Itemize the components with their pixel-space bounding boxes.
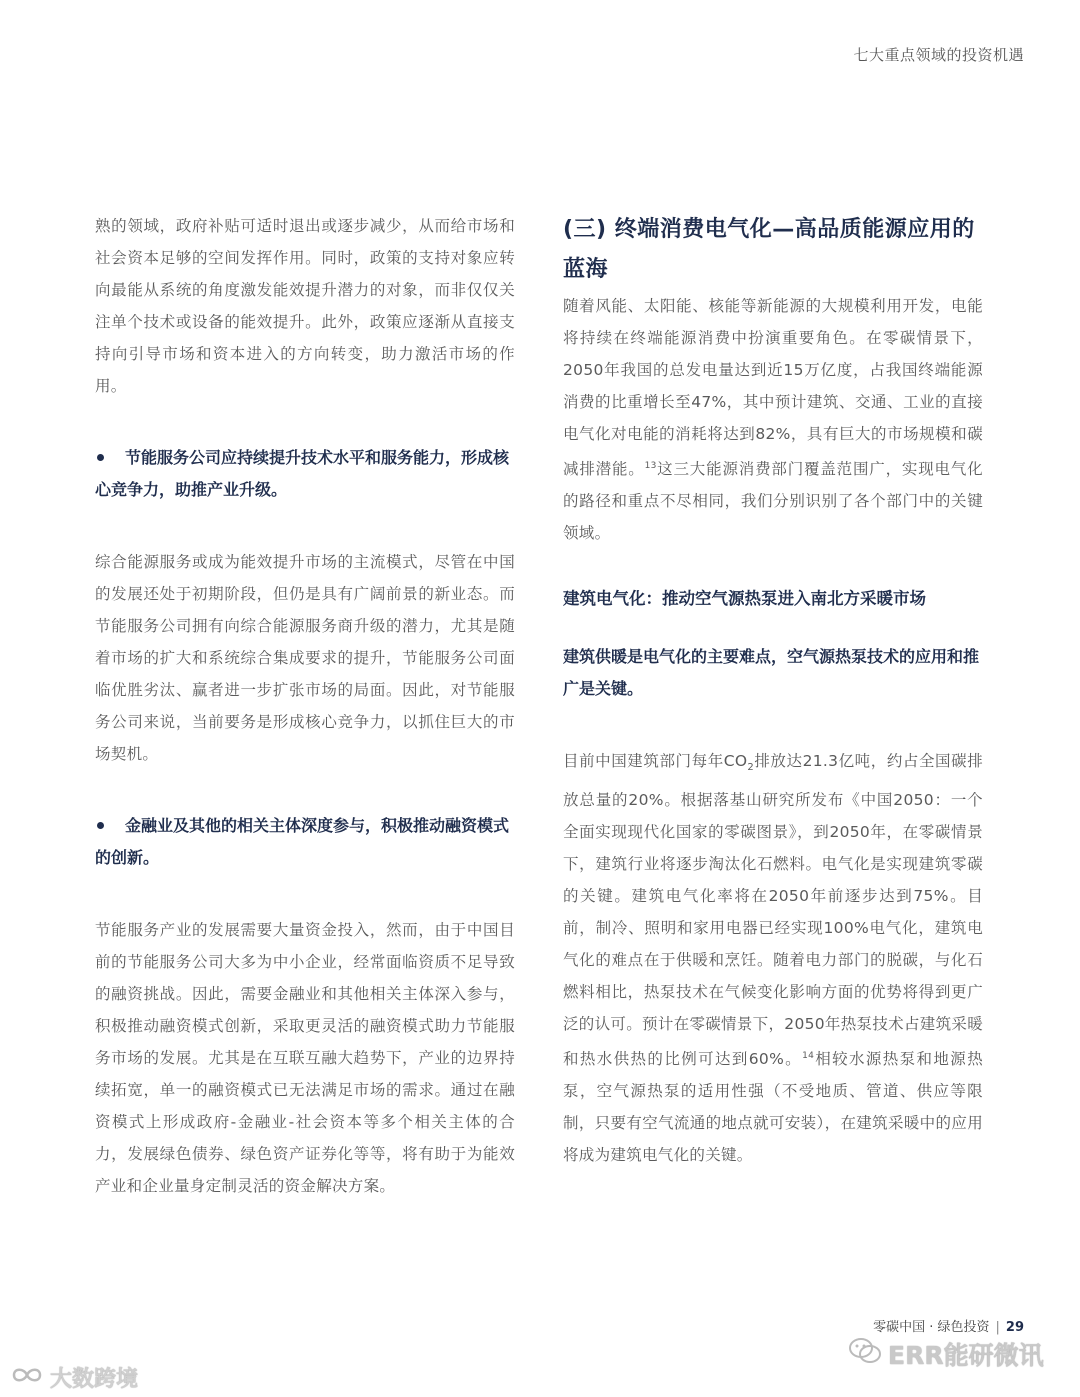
subsection-heading: 建筑电气化：推动空气源热泵进入南北方采暖市场 <box>563 589 926 609</box>
sub-subsection-heading: 建筑供暖是电气化的主要难点，空气源热泵技术的应用和推广是关键。 <box>563 647 980 699</box>
watermark-right-text: ERR能研微讯 <box>888 1341 1044 1370</box>
watermark-left-text: 大数跨境 <box>50 1367 139 1392</box>
right-paragraph-1-tail: 这三大能源消费部门覆盖范围广，实现电气化的路径和重点不尽相同，我们分别识别了各个部门中的关键领域。 <box>563 460 983 543</box>
right-paragraph-2-a: 目前中国建筑部门每年CO <box>563 752 748 771</box>
page-number: 29 <box>1005 1320 1024 1335</box>
right-paragraph-1-text: 随着风能、太阳能、核能等新能源的大规模利用开发，电能将持续在终端能源消费中扮演重要角色。在零碳情景下，2050年我国的总发电量达到近15万亿度，占我国终端能源消费的比重增长至47%，其中预计建筑、交通、工业的直接电气化对电能的消耗将达到82%，具有巨大的市场规模和碳减排潜能。 <box>563 297 983 479</box>
publication-name: 零碳中国 · 绿色投资 <box>873 1320 990 1335</box>
right-paragraph-2 <box>563 745 983 1171</box>
left-paragraph-1: 熟的领域，政府补贴可适时退出或逐步减少，从而给市场和社会资本足够的空间发挥作用。同时，政策的支持对象应转向最能从系统的角度激发能效提升潜力的对象，而非仅仅关注单个技术或设备的能效提升。此外，政策应逐渐从直接支持向引导市场和资本进入的方向转变，助力激活市场的作用。 <box>95 217 515 395</box>
infinity-logo-icon <box>10 1364 44 1392</box>
bullet-dot-icon <box>97 822 104 829</box>
left-column <box>95 210 515 1202</box>
watermark-right <box>848 1336 1044 1372</box>
right-paragraph-1 <box>563 290 983 549</box>
footnote-ref-14: 14 <box>802 1051 815 1062</box>
left-paragraph-2: 综合能源服务或成为能效提升市场的主流模式，尽管在中国的发展还处于初期阶段，但仍是具有广阔前景的新业态。而节能服务公司拥有向综合能源服务商升级的潜力，尤其是随着市场的扩大和系统综合集成要求的提升，节能服务公司面临优胜劣汰、赢者进一步扩张市场的局面。因此，对节能服务公司来说，当前要务是形成核心竞争力，以抓住巨大的市场契机。 <box>95 553 515 763</box>
footnote-ref-13: 13 <box>644 461 657 471</box>
co2-subscript: 2 <box>747 762 755 774</box>
bullet-heading-1-text: 节能服务公司应持续提升技术水平和服务能力，形成核心竞争力，助推产业升级。 <box>95 448 510 499</box>
left-paragraph-3: 节能服务产业的发展需要大量资金投入，然而，由于中国目前的节能服务公司大多为中小企业，经常面临资质不足导致的融资挑战。因此，需要金融业和其他相关主体深入参与，积极推动融资模式创新，采取更灵活的融资模式助力节能服务市场的发展。尤其是在互联互融大趋势下，产业的边界持续拓宽，单一的融资模式已无法满足市场的需求。通过在融资模式上形成政府-金融业-社会资本等多个相关主体的合力，发展绿色债券、绿色资产证券化等等，将有助于为能效产业和企业量身定制灵活的资金解决方案。 <box>95 921 515 1195</box>
bullet-heading-1 <box>95 442 515 506</box>
running-header-title: 七大重点领域的投资机遇 <box>853 46 1024 64</box>
wechat-icon <box>848 1337 882 1371</box>
footer-separator: | <box>995 1320 1000 1335</box>
right-paragraph-2-c: 相较水源热泵和地源热泵，空气源热泵的适用性强（不受地质、管道、供应等限制，只要有空气流通的地点就可安装），在建筑采暖中的应用将成为建筑电气化的关键。 <box>563 1050 983 1165</box>
bullet-heading-2 <box>95 810 515 874</box>
watermark-left <box>10 1362 138 1393</box>
right-column <box>563 210 983 1171</box>
page-footer <box>873 1316 1024 1335</box>
section-title: (三) 终端消费电气化—高品质能源应用的蓝海 <box>563 217 975 282</box>
right-paragraph-2-b: 排放达21.3亿吨，约占全国碳排放总量的20%。根据落基山研究所发布《中国2050：一个全面实现现代化国家的零碳图景》，到2050年，在零碳情景下，建筑行业将逐步淘汰化石燃料。电气化是实现建筑零碳的关键。建筑电气化率将在2050年前逐步达到75%。目前，制冷、照明和家用电器已经实现100%电气化，建筑电气化的难点在于供暖和烹饪。随着电力部门的脱碳，与化石燃料相比，热泵技术在气候变化影响方面的优势将得到更广泛的认可。预计在零碳情景下，2050年热泵技术占建筑采暖和热水供热的比例可达到60%。 <box>563 752 984 1069</box>
bullet-heading-2-text: 金融业及其他的相关主体深度参与，积极推动融资模式的创新。 <box>95 816 510 867</box>
bullet-dot-icon <box>97 454 104 461</box>
